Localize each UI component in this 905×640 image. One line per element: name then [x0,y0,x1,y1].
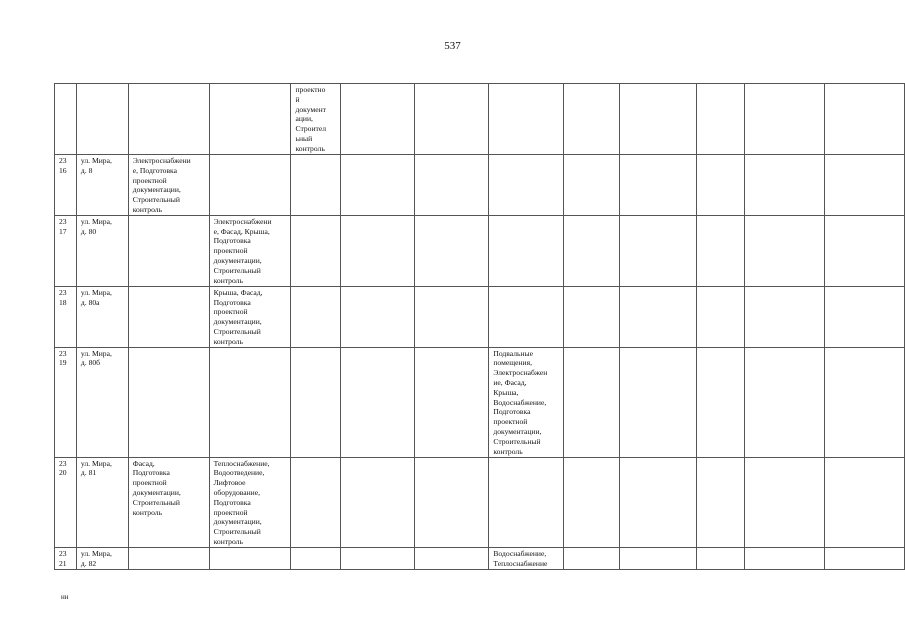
cell [291,215,341,286]
cell [619,547,696,569]
table-row-continuation [55,84,905,155]
works-cell-col4: Крыша, Фасад, Подготовка проектной документации, Строительный контроль [209,286,291,347]
cell [825,547,905,569]
cell [697,215,745,286]
cell [697,457,745,547]
cell [564,457,620,547]
cell [341,457,414,547]
works-cell-col8 [489,286,564,347]
cell [619,286,696,347]
cell [76,84,128,155]
works-cell-col4 [209,347,291,457]
cell [825,215,905,286]
table-row [55,155,905,216]
cell [341,84,414,155]
cell [745,457,825,547]
cell [341,215,414,286]
cell [55,84,77,155]
cell [489,84,564,155]
cell [825,286,905,347]
works-cell-col8: Водоснабжение, Теплоснабжение [489,547,564,569]
works-cell-col4: Теплоснабжение, Водоотведение, Лифтовое оборудование, Подготовка проектной документации, Строительный контроль [209,457,291,547]
cell [825,155,905,216]
table-row [55,457,905,547]
cell [414,286,488,347]
cell [619,457,696,547]
table-row [55,347,905,457]
row-number: 23 17 [55,215,77,286]
cell [745,286,825,347]
cell [825,347,905,457]
cell [564,84,620,155]
works-cell-col8 [489,215,564,286]
cell [564,155,620,216]
table-row [55,286,905,347]
cell [291,457,341,547]
cell [414,215,488,286]
cell [619,155,696,216]
cell [414,347,488,457]
row-number: 23 21 [55,547,77,569]
works-cell-col3: Фасад, Подготовка проектной документации, Строительный контроль [128,457,209,547]
cell [414,84,488,155]
cell [291,347,341,457]
cell [745,547,825,569]
works-cell-col3 [128,215,209,286]
cell [745,155,825,216]
cell [564,286,620,347]
cell [341,547,414,569]
cell [697,286,745,347]
cell [697,347,745,457]
cell [291,155,341,216]
cell [128,84,209,155]
works-cell-col3 [128,286,209,347]
cell [341,286,414,347]
works-cell-col4: Электроснабжени е, Фасад, Крыша, Подготовка проектной документации, Строительный контроль [209,215,291,286]
address-cell: ул. Мира, д. 80а [76,286,128,347]
address-cell: ул. Мира, д. 80б [76,347,128,457]
address-cell: ул. Мира, д. 82 [76,547,128,569]
cell [209,84,291,155]
table-row [55,215,905,286]
cell [414,155,488,216]
footer-mark: нн [61,593,69,601]
cell [619,347,696,457]
cell [414,457,488,547]
works-cell-col4 [209,547,291,569]
cell [564,347,620,457]
cell [291,286,341,347]
cell [619,84,696,155]
row-number: 23 18 [55,286,77,347]
works-cell-col8 [489,155,564,216]
row-number: 23 20 [55,457,77,547]
works-cell-col3 [128,547,209,569]
cell [745,215,825,286]
cell [341,347,414,457]
cell-continuation-col6: проектно й документ ации, Строител ьный контроль [291,84,341,155]
works-cell-col8 [489,457,564,547]
cell [291,547,341,569]
cell [745,347,825,457]
cell [414,547,488,569]
address-cell: ул. Мира, д. 8 [76,155,128,216]
row-number: 23 16 [55,155,77,216]
page-number: 537 [444,40,461,52]
works-table [54,83,905,570]
works-cell-col4 [209,155,291,216]
cell [825,457,905,547]
cell [697,84,745,155]
table-row [55,547,905,569]
cell [745,84,825,155]
cell [564,215,620,286]
cell [697,155,745,216]
address-cell: ул. Мира, д. 81 [76,457,128,547]
cell [619,215,696,286]
cell [825,84,905,155]
works-cell-col3 [128,347,209,457]
row-number: 23 19 [55,347,77,457]
cell [341,155,414,216]
works-cell-col3: Электроснабжени е, Подготовка проектной документации, Строительный контроль [128,155,209,216]
cell [697,547,745,569]
cell [564,547,620,569]
works-table-wrapper [54,83,905,570]
works-cell-col8: Подвальные помещения, Электроснабжен ие, Фасад, Крыша, Водоснабжение, Подготовка проектной документации, Строительный контроль [489,347,564,457]
address-cell: ул. Мира, д. 80 [76,215,128,286]
